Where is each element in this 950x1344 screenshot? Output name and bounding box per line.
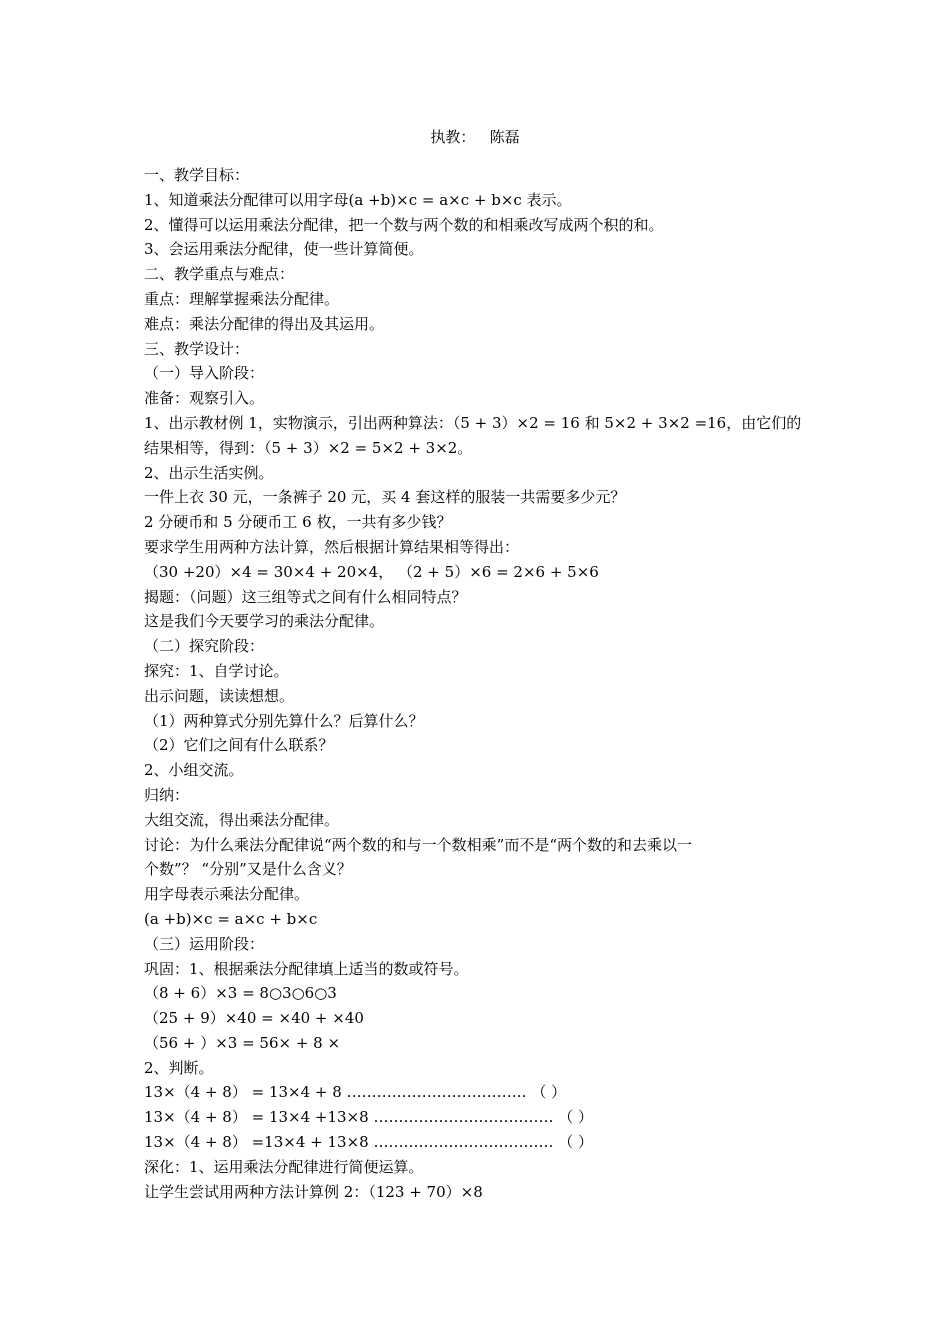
text-line: 2、小组交流。 bbox=[144, 761, 244, 780]
text-line: 归纳： bbox=[144, 785, 190, 804]
text-line: 准备：观察引入。 bbox=[144, 389, 265, 408]
stage-heading-explore: （二）探究阶段： bbox=[144, 637, 265, 656]
text-line: 1、出示教材例 1，实物演示，引出两种算法：（5 + 3）×2 = 16 和 5×2 + 3×2 =16，由它们的 bbox=[144, 413, 802, 432]
text-line: 出示问题，读读想想。 bbox=[144, 686, 295, 705]
teacher-header bbox=[0, 126, 950, 148]
judgment-line: 13×（4 + 8） = 13×4 + 8 ……………………………… （ ） bbox=[144, 1083, 567, 1102]
text-line: 深化：1、运用乘法分配律进行简便运算。 bbox=[144, 1157, 424, 1176]
stage-heading-intro: （一）导入阶段： bbox=[144, 364, 265, 383]
difficult-point: 难点：乘法分配律的得出及其运用。 bbox=[144, 314, 385, 333]
text-line: 要求学生用两种方法计算，然后根据计算结果相等得出： bbox=[144, 537, 520, 556]
text-line: 让学生尝试用两种方法计算例 2：（123 + 70）×8 bbox=[144, 1182, 483, 1201]
text-line: 2、判断。 bbox=[144, 1058, 214, 1077]
text-line: 大组交流，得出乘法分配律。 bbox=[144, 810, 340, 829]
question-line: （2）它们之间有什么联系？ bbox=[144, 736, 334, 755]
question-line: （1）两种算式分别先算什么？后算什么？ bbox=[144, 711, 424, 730]
teacher-name: 陈磊 bbox=[489, 128, 520, 146]
text-line: 这是我们今天要学习的乘法分配律。 bbox=[144, 612, 385, 631]
objective-2: 2、懂得可以运用乘法分配律，把一个数与两个数的和相乘改写成两个积的和。 bbox=[144, 215, 664, 234]
text-line: 2 分硬币和 5 分硬币工 6 枚，一共有多少钱？ bbox=[144, 513, 452, 532]
text-line: 揭题：（问题）这三组等式之间有什么相同特点？ bbox=[144, 587, 467, 606]
text-line: 2、出示生活实例。 bbox=[144, 463, 274, 482]
objective-1: 1、知道乘法分配律可以用字母(a +b)×c = a×c + b×c 表示。 bbox=[144, 190, 572, 209]
section-heading-design: 三、教学设计： bbox=[144, 339, 250, 358]
text-line: 巩固：1、根据乘法分配律填上适当的数或符号。 bbox=[144, 959, 469, 978]
exercise-line: （56 + ）×3 = 56× + 8 × bbox=[144, 1033, 341, 1052]
formula-line: (a +b)×c = a×c + b×c bbox=[144, 909, 318, 928]
key-point: 重点：理解掌握乘法分配律。 bbox=[144, 289, 340, 308]
lesson-content bbox=[144, 163, 824, 1204]
text-line: 探究：1、自学讨论。 bbox=[144, 661, 289, 680]
exercise-line: （8 + 6）×3 = 8○3○6○3 bbox=[144, 984, 337, 1003]
judgment-line: 13×（4 + 8） =13×4 + 13×8 ……………………………… （ ） bbox=[144, 1133, 593, 1152]
objective-3: 3、会运用乘法分配律，使一些计算简便。 bbox=[144, 240, 424, 259]
equation-line: （30 +20）×4 = 30×4 + 20×4， （2 + 5）×6 = 2×6 + 5×6 bbox=[144, 562, 599, 581]
text-line: 讨论：为什么乘法分配律说“两个数的和与一个数相乘”而不是“两个数的和去乘以一 bbox=[144, 835, 693, 854]
text-line: 一件上衣 30 元，一条裤子 20 元，买 4 套这样的服装一共需要多少元？ bbox=[144, 488, 626, 507]
text-line: 结果相等，得到：（5 + 3）×2 = 5×2 + 3×2。 bbox=[144, 438, 473, 457]
text-line: 用字母表示乘法分配律。 bbox=[144, 885, 310, 904]
section-heading-key-points: 二、教学重点与难点： bbox=[144, 265, 295, 284]
section-heading-objectives: 一、教学目标： bbox=[144, 166, 250, 184]
teacher-label: 执教： bbox=[430, 128, 476, 146]
judgment-line: 13×（4 + 8） = 13×4 +13×8 ……………………………… （ ） bbox=[144, 1108, 593, 1127]
exercise-line: （25 + 9）×40 = ×40 + ×40 bbox=[144, 1009, 364, 1028]
text-line: 个数”？ “分别”又是什么含义？ bbox=[144, 860, 352, 879]
stage-heading-apply: （三）运用阶段： bbox=[144, 934, 265, 953]
